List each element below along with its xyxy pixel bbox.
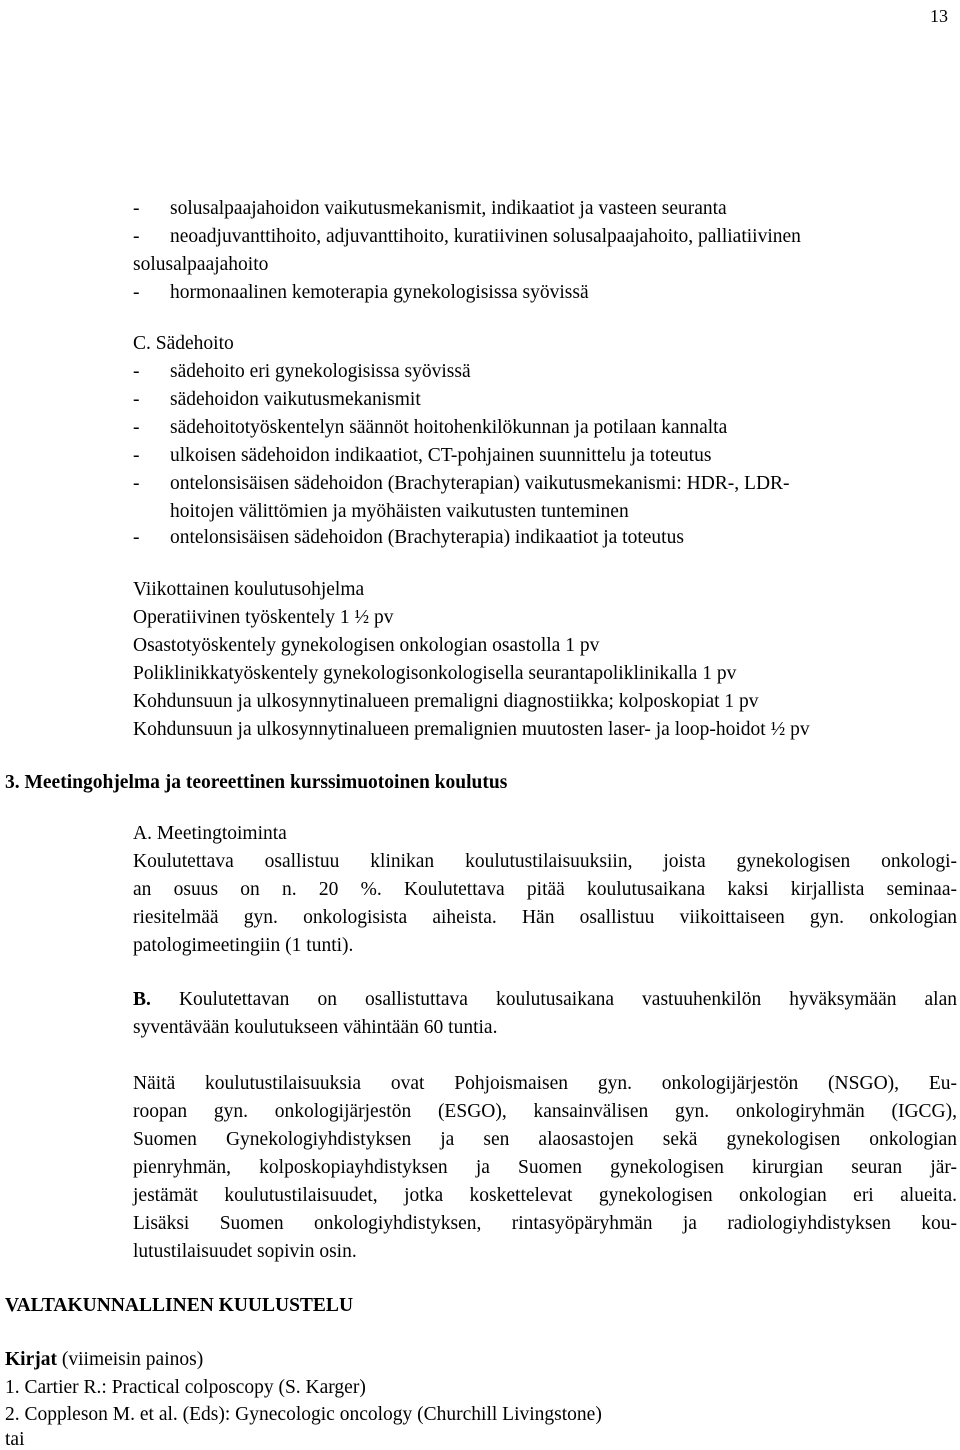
list-item-continuation: solusalpaajahoito — [133, 254, 269, 275]
weekly-item: Poliklinikkatyöskentely gynekologisonkologisella seurantapoliklinikalla 1 pv — [133, 663, 737, 684]
paragraph-line: patologimeetingiin (1 tunti). — [133, 935, 354, 956]
section-c-heading: C. Sädehoito — [133, 333, 234, 354]
paragraph-line: an osuus on n. 20 %. Koulutettava pitää koulutusaikana kaksi kirjallista seminaa- — [133, 879, 957, 900]
dash: - — [133, 389, 140, 410]
paragraph-line: syventävään koulutukseen vähintään 60 tuntia. — [133, 1017, 498, 1038]
paragraph-line: B. Koulutettavan on osallistuttava koulutusaikana vastuuhenkilön hyväksymään alan — [133, 989, 957, 1010]
paragraph-line: Lisäksi Suomen onkologiyhdistyksen, rintasyöpäryhmän ja radiologiyhdistyksen kou- — [133, 1213, 957, 1234]
paragraph-line: jestämät koulutustilaisuudet, jotka koskettelevat gynekologisen onkologian eri alueita. — [133, 1185, 957, 1206]
dash: - — [133, 198, 140, 219]
weekly-item: Osastotyöskentely gynekologisen onkologian osastolla 1 pv — [133, 635, 600, 656]
paragraph-line: pienryhmän, kolposkopiayhdistyksen ja Suomen gynekologisen kirurgian seuran jär- — [133, 1157, 957, 1178]
part-a-heading: A. Meetingtoiminta — [133, 823, 287, 844]
dash: - — [133, 445, 140, 466]
dash: - — [133, 282, 140, 303]
book-item: tai — [5, 1429, 25, 1450]
section-3-title: 3. Meetingohjelma ja teoreettinen kurssimuotoinen koulutus — [5, 772, 508, 793]
dash: - — [133, 417, 140, 438]
weekly-programme-heading: Viikottainen koulutusohjelma — [133, 579, 365, 600]
books-note: (viimeisin painos) — [56, 1349, 204, 1370]
national-exam-title: VALTAKUNNALLINEN KUULUSTELU — [5, 1295, 354, 1316]
paragraph-line: roopan gyn. onkologijärjestön (ESGO), kansainvälisen gyn. onkologiryhmän (IGCG), — [133, 1101, 957, 1122]
book-item: 2. Coppleson M. et al. (Eds): Gynecologic oncology (Churchill Livingstone) — [5, 1404, 602, 1425]
paragraph-line: riesitelmää gyn. onkologisista aiheista. Hän osallistuu viikoittaiseen gyn. onkologian — [133, 907, 957, 928]
book-item: 1. Cartier R.: Practical colposcopy (S. Karger) — [5, 1377, 366, 1398]
weekly-item: Kohdunsuun ja ulkosynnytinalueen premalignien muutosten laser- ja loop-hoidot ½ pv — [133, 719, 810, 740]
paragraph-line: Suomen Gynekologiyhdistyksen ja sen alaosastojen sekä gynekologisen onkologian — [133, 1129, 957, 1150]
books-label: Kirjat — [5, 1349, 57, 1370]
weekly-item: Operatiivinen työskentely 1 ½ pv — [133, 607, 394, 628]
weekly-item: Kohdunsuun ja ulkosynnytinalueen premaligni diagnostiikka; kolposkopiat 1 pv — [133, 691, 759, 712]
paragraph-line: Koulutettava osallistuu klinikan koulutustilaisuuksiin, joista gynekologisen onkologi- — [133, 851, 957, 872]
dash: - — [133, 361, 140, 382]
dash: - — [133, 473, 140, 494]
page-number: 13 — [930, 6, 948, 26]
paragraph-line: Näitä koulutustilaisuuksia ovat Pohjoismaisen gyn. onkologijärjestön (NSGO), Eu- — [133, 1073, 957, 1094]
dash: - — [133, 226, 140, 247]
part-b-label: B. — [133, 989, 151, 1010]
list-item-continuation: hoitojen välittömien ja myöhäisten vaikutusten tunteminen — [170, 501, 629, 522]
books-heading — [5, 1350, 203, 1370]
paragraph-line: lutustilaisuudet sopivin osin. — [133, 1241, 357, 1262]
dash: - — [133, 527, 140, 548]
